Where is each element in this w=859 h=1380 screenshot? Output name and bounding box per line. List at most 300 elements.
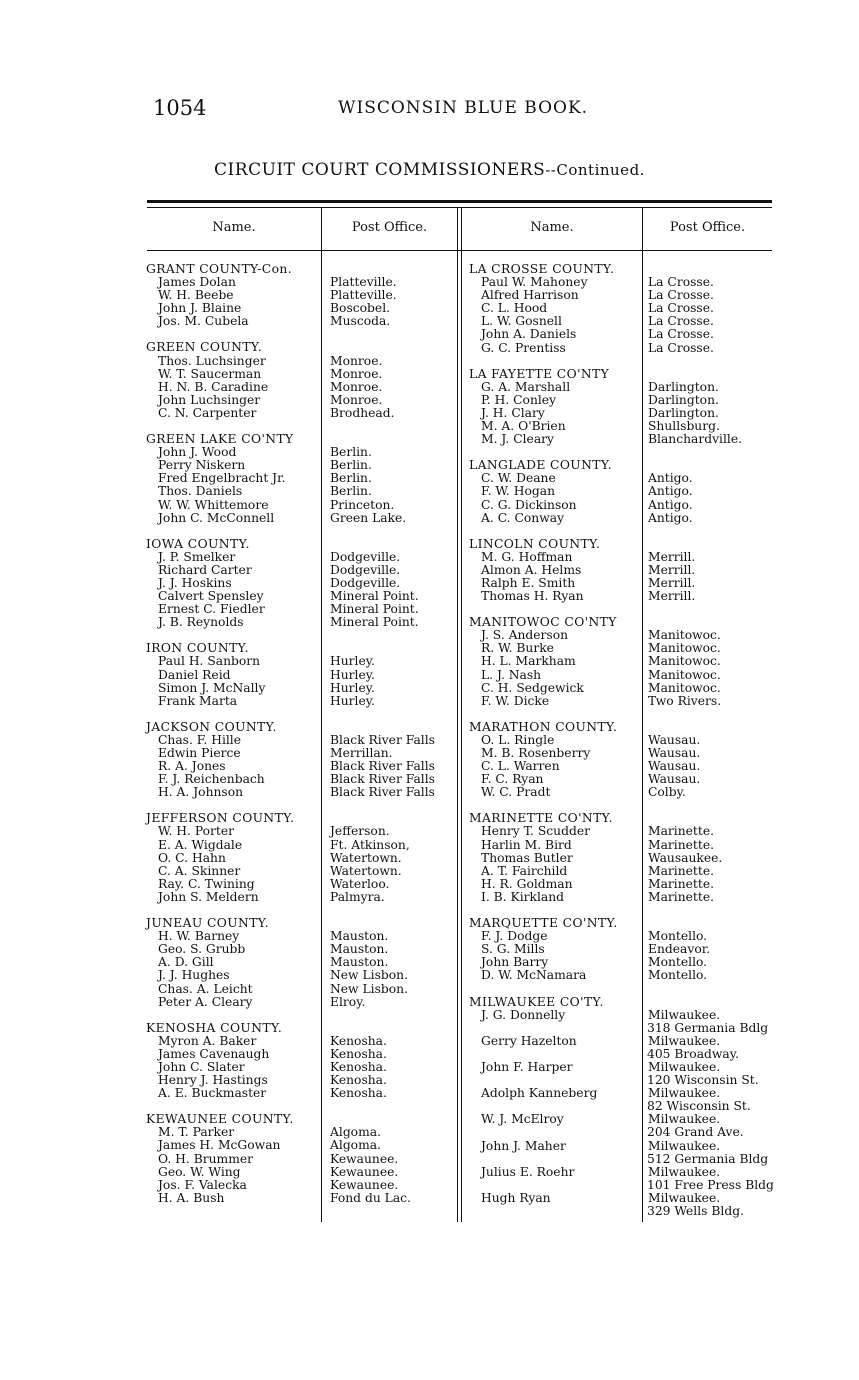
commissioner-name: Paul H. Sanborn xyxy=(158,655,261,669)
commissioner-name: Chas. A. Leicht xyxy=(158,982,253,996)
commissioner-name: J. B. Reynolds xyxy=(158,616,244,630)
post-office: Marinette. xyxy=(648,825,714,839)
commissioner-row xyxy=(469,302,778,315)
county-heading: KENOSHA COUNTY. xyxy=(146,1020,283,1035)
post-office: Hurley. xyxy=(330,668,375,682)
commissioner-name: Thos. Luchsinger xyxy=(158,354,266,368)
post-office: Mauston. xyxy=(330,930,389,944)
commissioner-row xyxy=(146,499,460,512)
col-head-name-left: Name. xyxy=(212,220,256,235)
commissioner-row xyxy=(469,512,778,525)
street-address: 204 Grand Ave. xyxy=(647,1125,744,1140)
post-office: Manitowoc. xyxy=(648,629,721,643)
commissioner-name: G. A. Marshall xyxy=(481,380,571,394)
commissioner-row xyxy=(146,276,460,289)
post-office: Hurley. xyxy=(330,694,375,708)
commissioner-name: Almon A. Helms xyxy=(481,563,582,577)
commissioner-name: W. C. Pradt xyxy=(481,786,551,800)
commissioner-name: H. L. Markham xyxy=(481,655,576,669)
commissioner-name: Geo. S. Grubb xyxy=(158,943,246,957)
commissioner-name: Gerry Hazelton xyxy=(481,1034,577,1048)
commissioner-row xyxy=(146,1153,460,1166)
commissioner-row xyxy=(146,682,460,695)
commissioner-name: W. H. Beebe xyxy=(158,289,234,303)
county-heading: LINCOLN COUNTY. xyxy=(469,536,601,551)
commissioner-row xyxy=(146,878,460,891)
commissioner-row xyxy=(469,760,778,773)
commissioner-name: P. H. Conley xyxy=(481,393,557,407)
commissioner-row xyxy=(146,512,460,525)
commissioner-name: J. G. Donnelly xyxy=(481,1008,566,1022)
commissioner-row xyxy=(469,276,778,289)
post-office: Black River Falls xyxy=(330,786,435,800)
commissioner-name: R. A. Jones xyxy=(158,760,226,774)
commissioner-name: Jos. F. Valecka xyxy=(158,1178,247,1192)
col-head-po-right: Post Office. xyxy=(669,220,746,235)
post-office: Berlin. xyxy=(330,472,372,486)
post-office: Ft. Atkinson, xyxy=(330,838,410,852)
commissioner-row xyxy=(469,315,778,328)
commissioner-row xyxy=(469,930,778,943)
commissioner-row xyxy=(469,485,778,498)
col-head-name-right: Name. xyxy=(530,220,574,235)
commissioner-name: Daniel Reid xyxy=(158,668,231,682)
commissioner-row xyxy=(146,773,460,786)
post-office: Blanchardville. xyxy=(648,433,743,447)
commissioner-name: F. W. Dicke xyxy=(481,694,550,708)
post-office: Kewaunee. xyxy=(330,1165,399,1179)
commissioner-name: S. G. Mills xyxy=(481,943,545,957)
commissioner-name: John Luchsinger xyxy=(158,393,261,407)
commissioner-name: W. J. McElroy xyxy=(481,1113,564,1127)
commissioner-name: D. W. McNamara xyxy=(481,969,587,983)
commissioner-row xyxy=(146,891,460,904)
post-office: Hurley. xyxy=(330,681,375,695)
post-office: La Crosse. xyxy=(648,328,714,342)
commissioner-name: Ernest C. Fiedler xyxy=(158,603,265,617)
commissioner-row xyxy=(146,1126,460,1139)
commissioner-row xyxy=(469,891,778,904)
county-heading: GREEN COUNTY. xyxy=(146,340,263,355)
county-heading: KEWAUNEE COUNTY. xyxy=(146,1112,294,1127)
commissioner-row xyxy=(146,368,460,381)
commissioner-row xyxy=(146,996,460,1009)
commissioner-row xyxy=(146,839,460,852)
commissioner-name: J. H. Clary xyxy=(481,406,545,420)
commissioner-row xyxy=(469,865,778,878)
post-office: Manitowoc. xyxy=(648,642,721,656)
commissioner-name: Edwin Pierce xyxy=(158,747,241,760)
post-office: Berlin. xyxy=(330,485,372,499)
post-office: La Crosse. xyxy=(648,289,714,303)
commissioner-row xyxy=(469,577,778,590)
commissioner-name: Thos. Daniels xyxy=(158,485,243,499)
commissioner-row xyxy=(146,459,460,472)
post-office: Darlington. xyxy=(648,406,719,420)
street-address: 512 Germania Bldg xyxy=(647,1151,769,1166)
commissioner-name: Adolph Kanneberg xyxy=(481,1087,598,1101)
post-office: Montello. xyxy=(648,930,708,944)
top-rule-thin xyxy=(147,207,772,208)
commissioner-name: Perry Niskern xyxy=(158,459,246,473)
commissioner-row xyxy=(469,734,778,747)
post-office: Antigo. xyxy=(648,472,693,486)
post-office: Colby. xyxy=(648,786,686,800)
commissioner-row xyxy=(469,682,778,695)
commissioner-name: John S. Meldern xyxy=(158,890,259,904)
post-office: Black River Falls xyxy=(330,773,435,787)
commissioner-row xyxy=(146,865,460,878)
commissioner-row xyxy=(469,655,778,668)
commissioner-row xyxy=(146,446,460,459)
commissioner-row xyxy=(146,760,460,773)
commissioner-name: A. C. Conway xyxy=(481,511,565,525)
post-office: Milwaukee. xyxy=(648,1034,721,1048)
commissioner-name: Ralph E. Smith xyxy=(481,576,576,590)
county-heading: IRON COUNTY. xyxy=(146,641,249,656)
commissioner-name: O. H. Brummer xyxy=(158,1152,254,1166)
post-office: Wausaukee. xyxy=(648,851,723,865)
commissioner-row xyxy=(469,969,778,982)
commissioner-name: L. J. Nash xyxy=(481,668,542,682)
commissioner-row xyxy=(146,616,460,629)
commissioner-name: Harlin M. Bird xyxy=(481,838,572,852)
commissioner-name: H. R. Goldman xyxy=(481,877,573,891)
commissioner-name: C. G. Dickinson xyxy=(481,498,577,512)
commissioner-row xyxy=(469,825,778,838)
commissioner-name: E. A. Wigdale xyxy=(158,838,243,852)
post-office: Dodgeville. xyxy=(330,576,401,590)
street-address: 318 Germania Bdlg xyxy=(647,1020,769,1035)
commissioner-row xyxy=(469,407,778,420)
commissioner-name: Jos. M. Cubela xyxy=(158,315,249,329)
commissioner-row xyxy=(469,852,778,865)
commissioner-row xyxy=(146,551,460,564)
page-number: 1054 xyxy=(153,96,207,120)
commissioner-row xyxy=(146,969,460,982)
post-office: Fond du Lac. xyxy=(330,1191,411,1205)
commissioner-row xyxy=(146,747,460,760)
commissioner-row xyxy=(469,564,778,577)
post-office: Merrill. xyxy=(648,563,696,577)
commissioner-row xyxy=(146,1061,460,1074)
commissioner-row xyxy=(469,1166,778,1179)
post-office: Platteville. xyxy=(330,276,397,290)
post-office: Green Lake. xyxy=(330,511,407,525)
post-office: Palmyra. xyxy=(330,890,385,904)
commissioner-row xyxy=(469,381,778,394)
post-office: Marinette. xyxy=(648,877,714,891)
commissioner-name: John F. Harper xyxy=(481,1060,573,1074)
county-spacer xyxy=(469,708,778,721)
commissioner-name: M. B. Rosenberry xyxy=(481,747,591,760)
commissioner-row xyxy=(146,577,460,590)
post-office: Mauston. xyxy=(330,956,389,970)
post-office: Wausau. xyxy=(648,773,701,787)
post-office: Algoma. xyxy=(330,1139,381,1153)
section-title-main: CIRCUIT COURT COMMISSIONERS xyxy=(214,160,546,180)
commissioner-row xyxy=(146,394,460,407)
county-heading: IOWA COUNTY. xyxy=(146,536,250,551)
post-office: La Crosse. xyxy=(648,341,714,355)
commissioner-row xyxy=(469,433,778,446)
commissioner-name: W. H. Porter xyxy=(158,825,235,839)
commissioner-row xyxy=(146,956,460,969)
street-address: 101 Free Press Bldg xyxy=(647,1177,774,1192)
commissioner-name: H. A. Bush xyxy=(158,1191,225,1205)
commissioner-name: A. E. Buckmaster xyxy=(158,1087,267,1101)
post-office: Manitowoc. xyxy=(648,668,721,682)
commissioner-name: O. L. Ringle xyxy=(481,733,555,747)
county-heading: GRANT COUNTY-Con. xyxy=(146,262,293,276)
commissioner-row xyxy=(469,499,778,512)
commissioner-row xyxy=(469,420,778,433)
commissioner-row xyxy=(469,878,778,891)
commissioner-name: M. A. O'Brien xyxy=(481,420,566,434)
post-office: Mauston. xyxy=(330,943,389,957)
commissioner-row xyxy=(469,839,778,852)
commissioner-name: C. L. Warren xyxy=(481,760,560,774)
post-office: Monroe. xyxy=(330,393,383,407)
county-heading: GREEN LAKE CO'NTY xyxy=(146,432,294,447)
commissioner-name: H. W. Barney xyxy=(158,930,240,944)
post-office: Milwaukee. xyxy=(648,1060,721,1074)
commissioner-row xyxy=(469,943,778,956)
county-heading: LANGLADE COUNTY. xyxy=(469,458,613,473)
post-office: Merrillan. xyxy=(330,747,393,760)
county-heading: MARQUETTE CO'NTY. xyxy=(469,916,618,931)
commissioner-name: John C. Slater xyxy=(158,1060,245,1074)
commissioner-row xyxy=(146,1035,460,1048)
county-spacer xyxy=(469,525,778,538)
commissioner-name: A. D. Gill xyxy=(158,956,214,970)
post-office: New Lisbon. xyxy=(330,969,408,983)
street-address: 405 Broadway. xyxy=(647,1046,739,1061)
post-office: Mineral Point. xyxy=(330,590,419,604)
commissioner-name: John J. Blaine xyxy=(158,302,242,316)
commissioner-name: C. N. Carpenter xyxy=(158,406,257,420)
commissioner-name: John J. Maher xyxy=(481,1139,566,1153)
post-office: La Crosse. xyxy=(648,315,714,329)
commissioner-row xyxy=(146,695,460,708)
post-office: Merrill. xyxy=(648,576,696,590)
post-office: Kenosha. xyxy=(330,1060,387,1074)
commissioner-row xyxy=(146,1074,460,1087)
post-office: Monroe. xyxy=(330,380,383,394)
commissioner-row xyxy=(146,983,460,996)
commissioner-name: Alfred Harrison xyxy=(481,289,579,303)
post-office: Milwaukee. xyxy=(648,1113,721,1127)
commissioner-name: James Dolan xyxy=(158,276,236,290)
post-office: Monroe. xyxy=(330,367,383,381)
commissioner-row xyxy=(146,355,460,368)
commissioner-name: John J. Wood xyxy=(158,446,237,460)
commissioner-row xyxy=(146,1048,460,1061)
post-office: Darlington. xyxy=(648,393,719,407)
commissioner-row xyxy=(146,407,460,420)
commissioner-name: M. G. Hoffman xyxy=(481,550,573,564)
section-title xyxy=(0,160,859,180)
commissioner-row xyxy=(469,590,778,603)
post-office: Two Rivers. xyxy=(648,694,722,708)
commissioner-name: Paul W. Mahoney xyxy=(481,276,588,290)
commissioner-row xyxy=(146,603,460,616)
post-office: La Crosse. xyxy=(648,302,714,316)
post-office: Berlin. xyxy=(330,446,372,460)
post-office: Elroy. xyxy=(330,995,366,1009)
post-office: Watertown. xyxy=(330,851,402,865)
post-office: Monroe. xyxy=(330,354,383,368)
center-divider xyxy=(461,208,462,1222)
commissioner-name: F. W. Hogan xyxy=(481,485,555,499)
commissioner-name: John C. McConnell xyxy=(158,511,275,525)
commissioner-name: Julius E. Roehr xyxy=(481,1165,575,1179)
county-spacer xyxy=(469,355,778,368)
commissioner-row xyxy=(146,590,460,603)
commissioner-name: L. W. Gosnell xyxy=(481,315,562,329)
post-office: Montello. xyxy=(648,969,708,983)
post-office: Boscobel. xyxy=(330,302,391,316)
commissioner-row xyxy=(146,655,460,668)
book-title: WISCONSIN BLUE BOOK. xyxy=(338,98,589,118)
post-office: Kenosha. xyxy=(330,1047,387,1061)
page-header xyxy=(153,96,773,122)
post-office: Algoma. xyxy=(330,1126,381,1140)
commissioner-row xyxy=(469,551,778,564)
commissioner-row xyxy=(146,1166,460,1179)
post-office: Marinette. xyxy=(648,864,714,878)
commissioner-row xyxy=(469,642,778,655)
header-rule xyxy=(147,250,772,251)
post-office: New Lisbon. xyxy=(330,982,408,996)
commissioner-name: C. W. Deane xyxy=(481,472,556,486)
commissioner-name: H. N. B. Caradine xyxy=(158,380,269,394)
commissioner-row xyxy=(146,930,460,943)
commissioner-row xyxy=(469,773,778,786)
post-office: Antigo. xyxy=(648,498,693,512)
commissioner-name: C. H. Sedgewick xyxy=(481,681,584,695)
street-address: 329 Wells Bldg. xyxy=(647,1204,744,1218)
commissioner-name: R. W. Burke xyxy=(481,642,554,656)
county-heading: MARATHON COUNTY. xyxy=(469,719,618,734)
county-heading: MARINETTE CO'NTY. xyxy=(469,811,613,826)
commissioner-row xyxy=(146,734,460,747)
post-office: Dodgeville. xyxy=(330,563,401,577)
commissioner-name: O. C. Hahn xyxy=(158,851,226,865)
commissioner-name: C. A. Skinner xyxy=(158,864,241,878)
commissioner-row xyxy=(146,472,460,485)
commissioner-row xyxy=(146,1192,460,1205)
commissioner-name: J. P. Smelker xyxy=(158,550,236,564)
county-spacer xyxy=(146,525,460,538)
col-head-po-left: Post Office. xyxy=(351,220,428,235)
post-office: Hurley. xyxy=(330,655,375,669)
post-office: Endeavor. xyxy=(648,943,711,957)
post-office: Marinette. xyxy=(648,890,714,904)
commissioner-name: Calvert Spensley xyxy=(158,590,264,604)
commissioner-name: F. C. Ryan xyxy=(481,773,544,787)
post-office: Kewaunee. xyxy=(330,1152,399,1166)
commissioner-row xyxy=(469,747,778,760)
commissioner-name: F. J. Dodge xyxy=(481,930,548,944)
commissioner-name: G. C. Prentiss xyxy=(481,341,566,355)
commissioner-name: J. S. Anderson xyxy=(481,629,569,643)
commissioner-name: Thomas H. Ryan xyxy=(481,590,584,604)
commissioner-name: John Barry xyxy=(481,956,549,970)
commissioner-row xyxy=(469,328,778,341)
post-office: Berlin. xyxy=(330,459,372,473)
commissioner-name: J. J. Hoskins xyxy=(158,576,232,590)
commissioner-row xyxy=(469,1009,778,1022)
post-office: Marinette. xyxy=(648,838,714,852)
county-heading: JACKSON COUNTY. xyxy=(146,719,277,734)
county-heading: MANITOWOC CO'NTY xyxy=(469,615,617,630)
county-heading: JUNEAU COUNTY. xyxy=(146,916,270,931)
post-office: Milwaukee. xyxy=(648,1008,721,1022)
county-heading: LA CROSSE COUNTY. xyxy=(469,262,615,276)
post-office: Manitowoc. xyxy=(648,681,721,695)
commissioner-name: James H. McGowan xyxy=(158,1139,281,1153)
post-office: Black River Falls xyxy=(330,733,435,747)
commissioner-row xyxy=(146,564,460,577)
post-office: Wausau. xyxy=(648,733,701,747)
post-office: Darlington. xyxy=(648,380,719,394)
post-office: Dodgeville. xyxy=(330,550,401,564)
post-office: Merrill. xyxy=(648,550,696,564)
commissioner-name: F. J. Reichenbach xyxy=(158,773,265,787)
commissioner-row xyxy=(146,786,460,799)
post-office: Kenosha. xyxy=(330,1087,387,1101)
commissioner-row xyxy=(469,695,778,708)
commissioner-row xyxy=(146,381,460,394)
commissioner-name: Geo. W. Wing xyxy=(158,1165,241,1179)
commissioner-row xyxy=(469,1140,778,1153)
commissioner-row xyxy=(146,852,460,865)
post-office: Princeton. xyxy=(330,498,395,512)
commissioner-row xyxy=(146,825,460,838)
top-rule-thick xyxy=(147,200,772,203)
commissioner-row xyxy=(469,394,778,407)
post-office: Platteville. xyxy=(330,289,397,303)
county-heading: JEFFERSON COUNTY. xyxy=(146,811,295,826)
post-office: Manitowoc. xyxy=(648,655,721,669)
post-office: Mineral Point. xyxy=(330,616,419,630)
commissioner-row xyxy=(146,289,460,302)
post-office: Mineral Point. xyxy=(330,603,419,617)
commissioner-name: C. L. Hood xyxy=(481,302,548,316)
commissioner-row xyxy=(146,315,460,328)
section-title-suffix: --Continued. xyxy=(545,161,645,179)
post-office: Jefferson. xyxy=(330,825,390,839)
commissioner-row xyxy=(469,669,778,682)
post-office: Watertown. xyxy=(330,864,402,878)
county-heading: LA FAYETTE CO'NTY xyxy=(469,366,610,381)
post-office: Milwaukee. xyxy=(648,1087,721,1101)
commissioner-row xyxy=(146,1179,460,1192)
commissioner-name: Chas. F. Hille xyxy=(158,733,242,747)
commissioner-name: J. J. Hughes xyxy=(158,969,230,983)
post-office: Shullsburg. xyxy=(648,420,720,434)
commissioner-row xyxy=(146,1139,460,1152)
post-office: La Crosse. xyxy=(648,276,714,290)
county-spacer xyxy=(146,708,460,721)
commissioner-name: Fred Engelbracht Jr. xyxy=(158,472,286,486)
commissioner-name: John A. Daniels xyxy=(481,328,577,342)
commissioner-name: Henry J. Hastings xyxy=(158,1074,268,1088)
post-office: Muscoda. xyxy=(330,315,391,329)
street-address: 82 Wisconsin St. xyxy=(647,1099,751,1114)
commissioner-name: Frank Marta xyxy=(158,694,238,708)
